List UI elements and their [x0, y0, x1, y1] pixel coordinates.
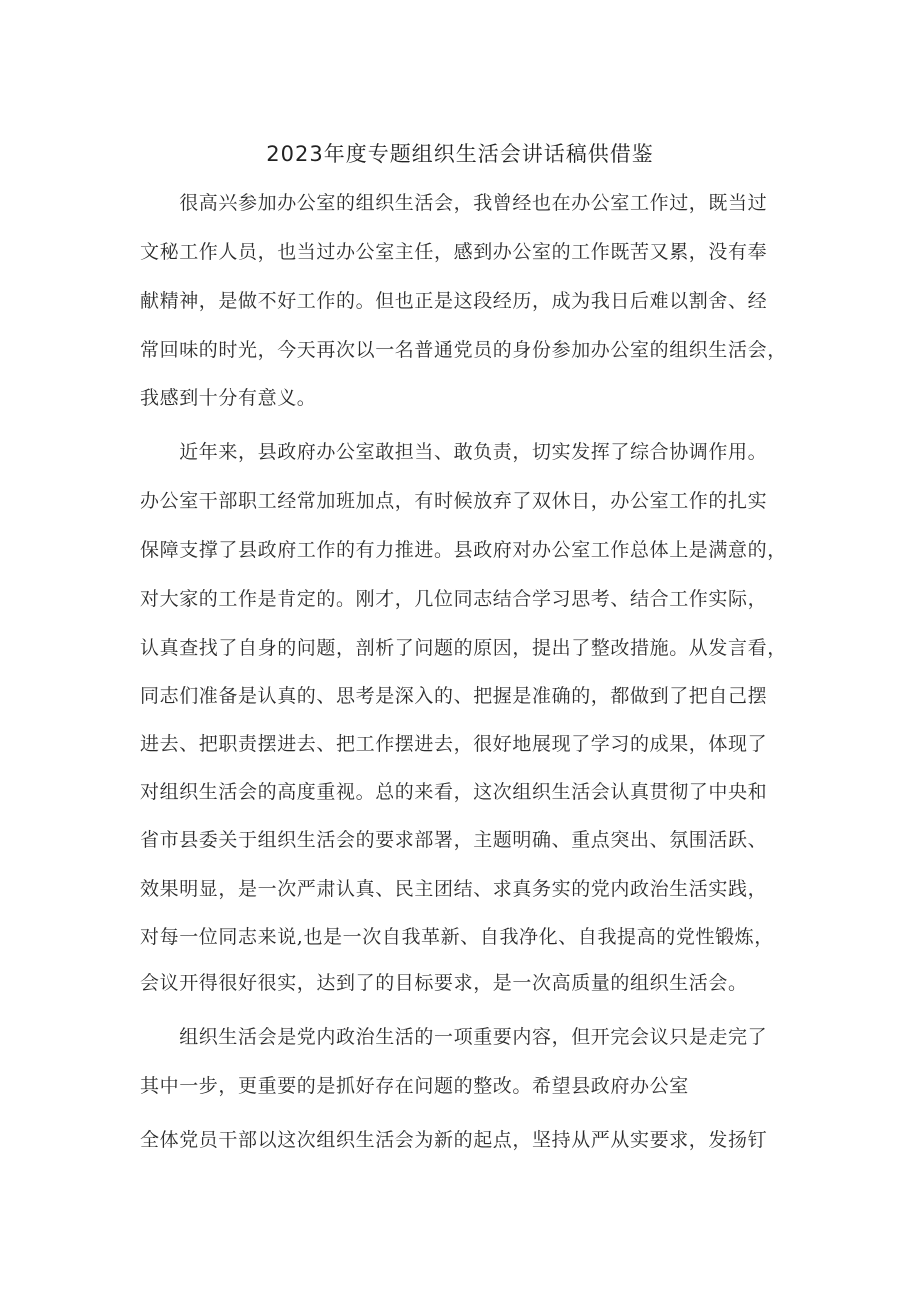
paragraph-2-line-4: 对大家的工作是肯定的。刚才，几位同志结合学习思考、结合工作实际，: [140, 588, 768, 610]
paragraph-2-line-8: 对组织生活会的高度重视。总的来看，这次组织生活会认真贯彻了中央和: [140, 781, 768, 803]
paragraph-1-line-3: 献精神，是做不好工作的。但也正是这段经历，成为我日后难以割舍、经: [140, 290, 768, 312]
paragraph-2-line-6: 同志们准备是认真的、思考是深入的、把握是准确的，都做到了把自己摆: [140, 685, 768, 707]
paragraph-2-line-5: 认真查找了自身的问题，剖析了问题的原因，提出了整改措施。从发言看，: [140, 637, 787, 659]
paragraph-2-line-9: 省市县委关于组织生活会的要求部署，主题明确、重点突出、氛围活跃、: [140, 829, 768, 851]
paragraph-2-line-12: 会议开得很好很实，达到了的目标要求，是一次高质量的组织生活会。: [140, 972, 748, 994]
paragraph-2-line-7: 进去、把职责摆进去、把工作摆进去，很好地展现了学习的成果，体现了: [140, 733, 768, 755]
paragraph-3-line-1: 组织生活会是党内政治生活的一项重要内容，但开完会议只是走完了: [140, 1026, 768, 1048]
paragraph-2-line-10: 效果明显，是一次严肃认真、民主团结、求真务实的党内政治生活实践，: [140, 878, 768, 900]
document-title: 2023年度专题组织生活会讲话稿供借鉴: [266, 142, 654, 166]
paragraph-2-line-11: 对每一位同志来说,也是一次自我革新、自我净化、自我提高的党性锻炼，: [140, 926, 774, 948]
paragraph-2-line-3: 保障支撑了县政府工作的有力推进。县政府对办公室工作总体上是满意的，: [140, 539, 787, 561]
paragraph-1-line-1: 很高兴参加办公室的组织生活会，我曾经也在办公室工作过，既当过: [140, 192, 768, 214]
paragraph-1-line-2: 文秘工作人员，也当过办公室主任，感到办公室的工作既苦又累，没有奉: [140, 241, 768, 263]
paragraph-3-line-3: 全体党员干部以这次组织生活会为新的起点，坚持从严从实要求，发扬钉: [140, 1129, 768, 1151]
paragraph-3-line-2: 其中一步，更重要的是抓好存在问题的整改。希望县政府办公室: [140, 1075, 689, 1097]
paragraph-1-line-5: 我感到十分有意义。: [140, 387, 317, 409]
paragraph-2-line-2: 办公室干部职工经常加班加点，有时候放弃了双休日，办公室工作的扎实: [140, 490, 768, 512]
paragraph-1-line-4: 常回味的时光，今天再次以一名普通党员的身份参加办公室的组织生活会，: [140, 339, 787, 361]
paragraph-2-line-1: 近年来，县政府办公室敢担当、敢负责，切实发挥了综合协调作用。: [140, 441, 768, 463]
